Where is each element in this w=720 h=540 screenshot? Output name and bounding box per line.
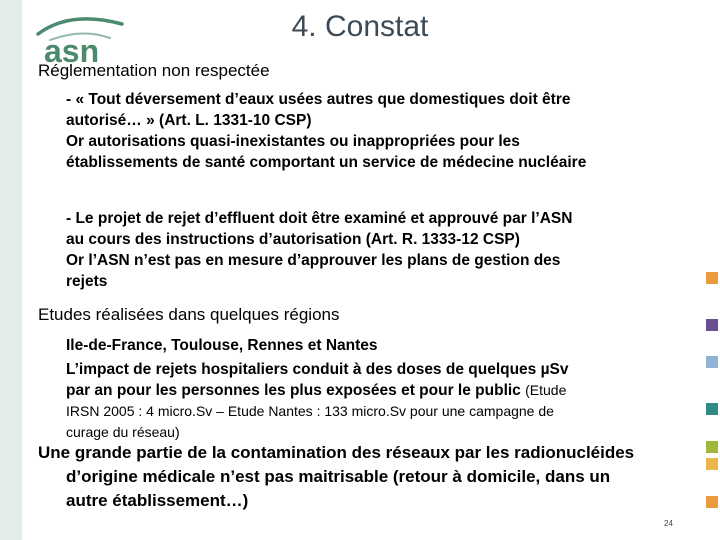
square-yellow: [706, 458, 718, 470]
section2-line2: L’impact de rejets hospitaliers conduit à des doses de quelques µSv: [66, 361, 569, 378]
section2-body: [66, 335, 686, 443]
point2-line2: au cours des instructions d’autorisation (Art. R. 1333-12 CSP): [66, 231, 520, 248]
conclusion: [38, 441, 678, 513]
point2-line3: Or l’ASN n’est pas en mesure d’approuver les plans de gestion des: [66, 252, 561, 269]
section2-heading: Etudes réalisées dans quelques régions: [38, 305, 340, 324]
square-lightblue: [706, 356, 718, 368]
point2-line4: rejets: [66, 273, 108, 290]
square-orange-2: [706, 496, 718, 508]
point2-line1: - Le projet de rejet d’effluent doit être examiné et approuvé par l’ASN: [66, 210, 573, 227]
point1-line1: - « Tout déversement d’eaux usées autres que domestiques doit être: [66, 91, 571, 108]
section1-point2: [66, 208, 686, 292]
section2-line5: curage du réseau): [66, 424, 180, 440]
page-number: 24: [664, 519, 673, 528]
section1-point1: [66, 89, 686, 173]
conclusion-line2: d’origine médicale n’est pas maitrisable (retour à domicile, dans un: [66, 467, 611, 486]
square-orange: [706, 272, 718, 284]
section2-line3-small: (Etude: [525, 382, 567, 398]
section2-line1: Ile-de-France, Toulouse, Rennes et Nantes: [66, 337, 378, 354]
section2-line3-wrap: [66, 380, 686, 401]
section2-line4: IRSN 2005 : 4 micro.Sv – Etude Nantes : 133 micro.Sv pour une campagne de: [66, 403, 554, 419]
section1-heading: Réglementation non respectée: [38, 61, 270, 80]
conclusion-line1: Une grande partie de la contamination des réseaux par les radionucléides: [38, 443, 635, 462]
square-teal: [706, 403, 718, 415]
logo-text: asn: [44, 33, 100, 69]
left-decorative-bar: [0, 0, 22, 540]
square-purple: [706, 319, 718, 331]
square-green: [706, 441, 718, 453]
section2-line3: par an pour les personnes les plus exposées et pour le public: [66, 382, 521, 399]
point1-line3: Or autorisations quasi-inexistantes ou inappropriées pour les: [66, 133, 520, 150]
slide-title: 4. Constat: [291, 10, 429, 43]
point1-line4: établissements de santé comportant un service de médecine nucléaire: [66, 154, 587, 171]
conclusion-line3: autre établissement…): [66, 491, 249, 510]
point1-line2: autorisé… » (Art. L. 1331-10 CSP): [66, 112, 312, 129]
